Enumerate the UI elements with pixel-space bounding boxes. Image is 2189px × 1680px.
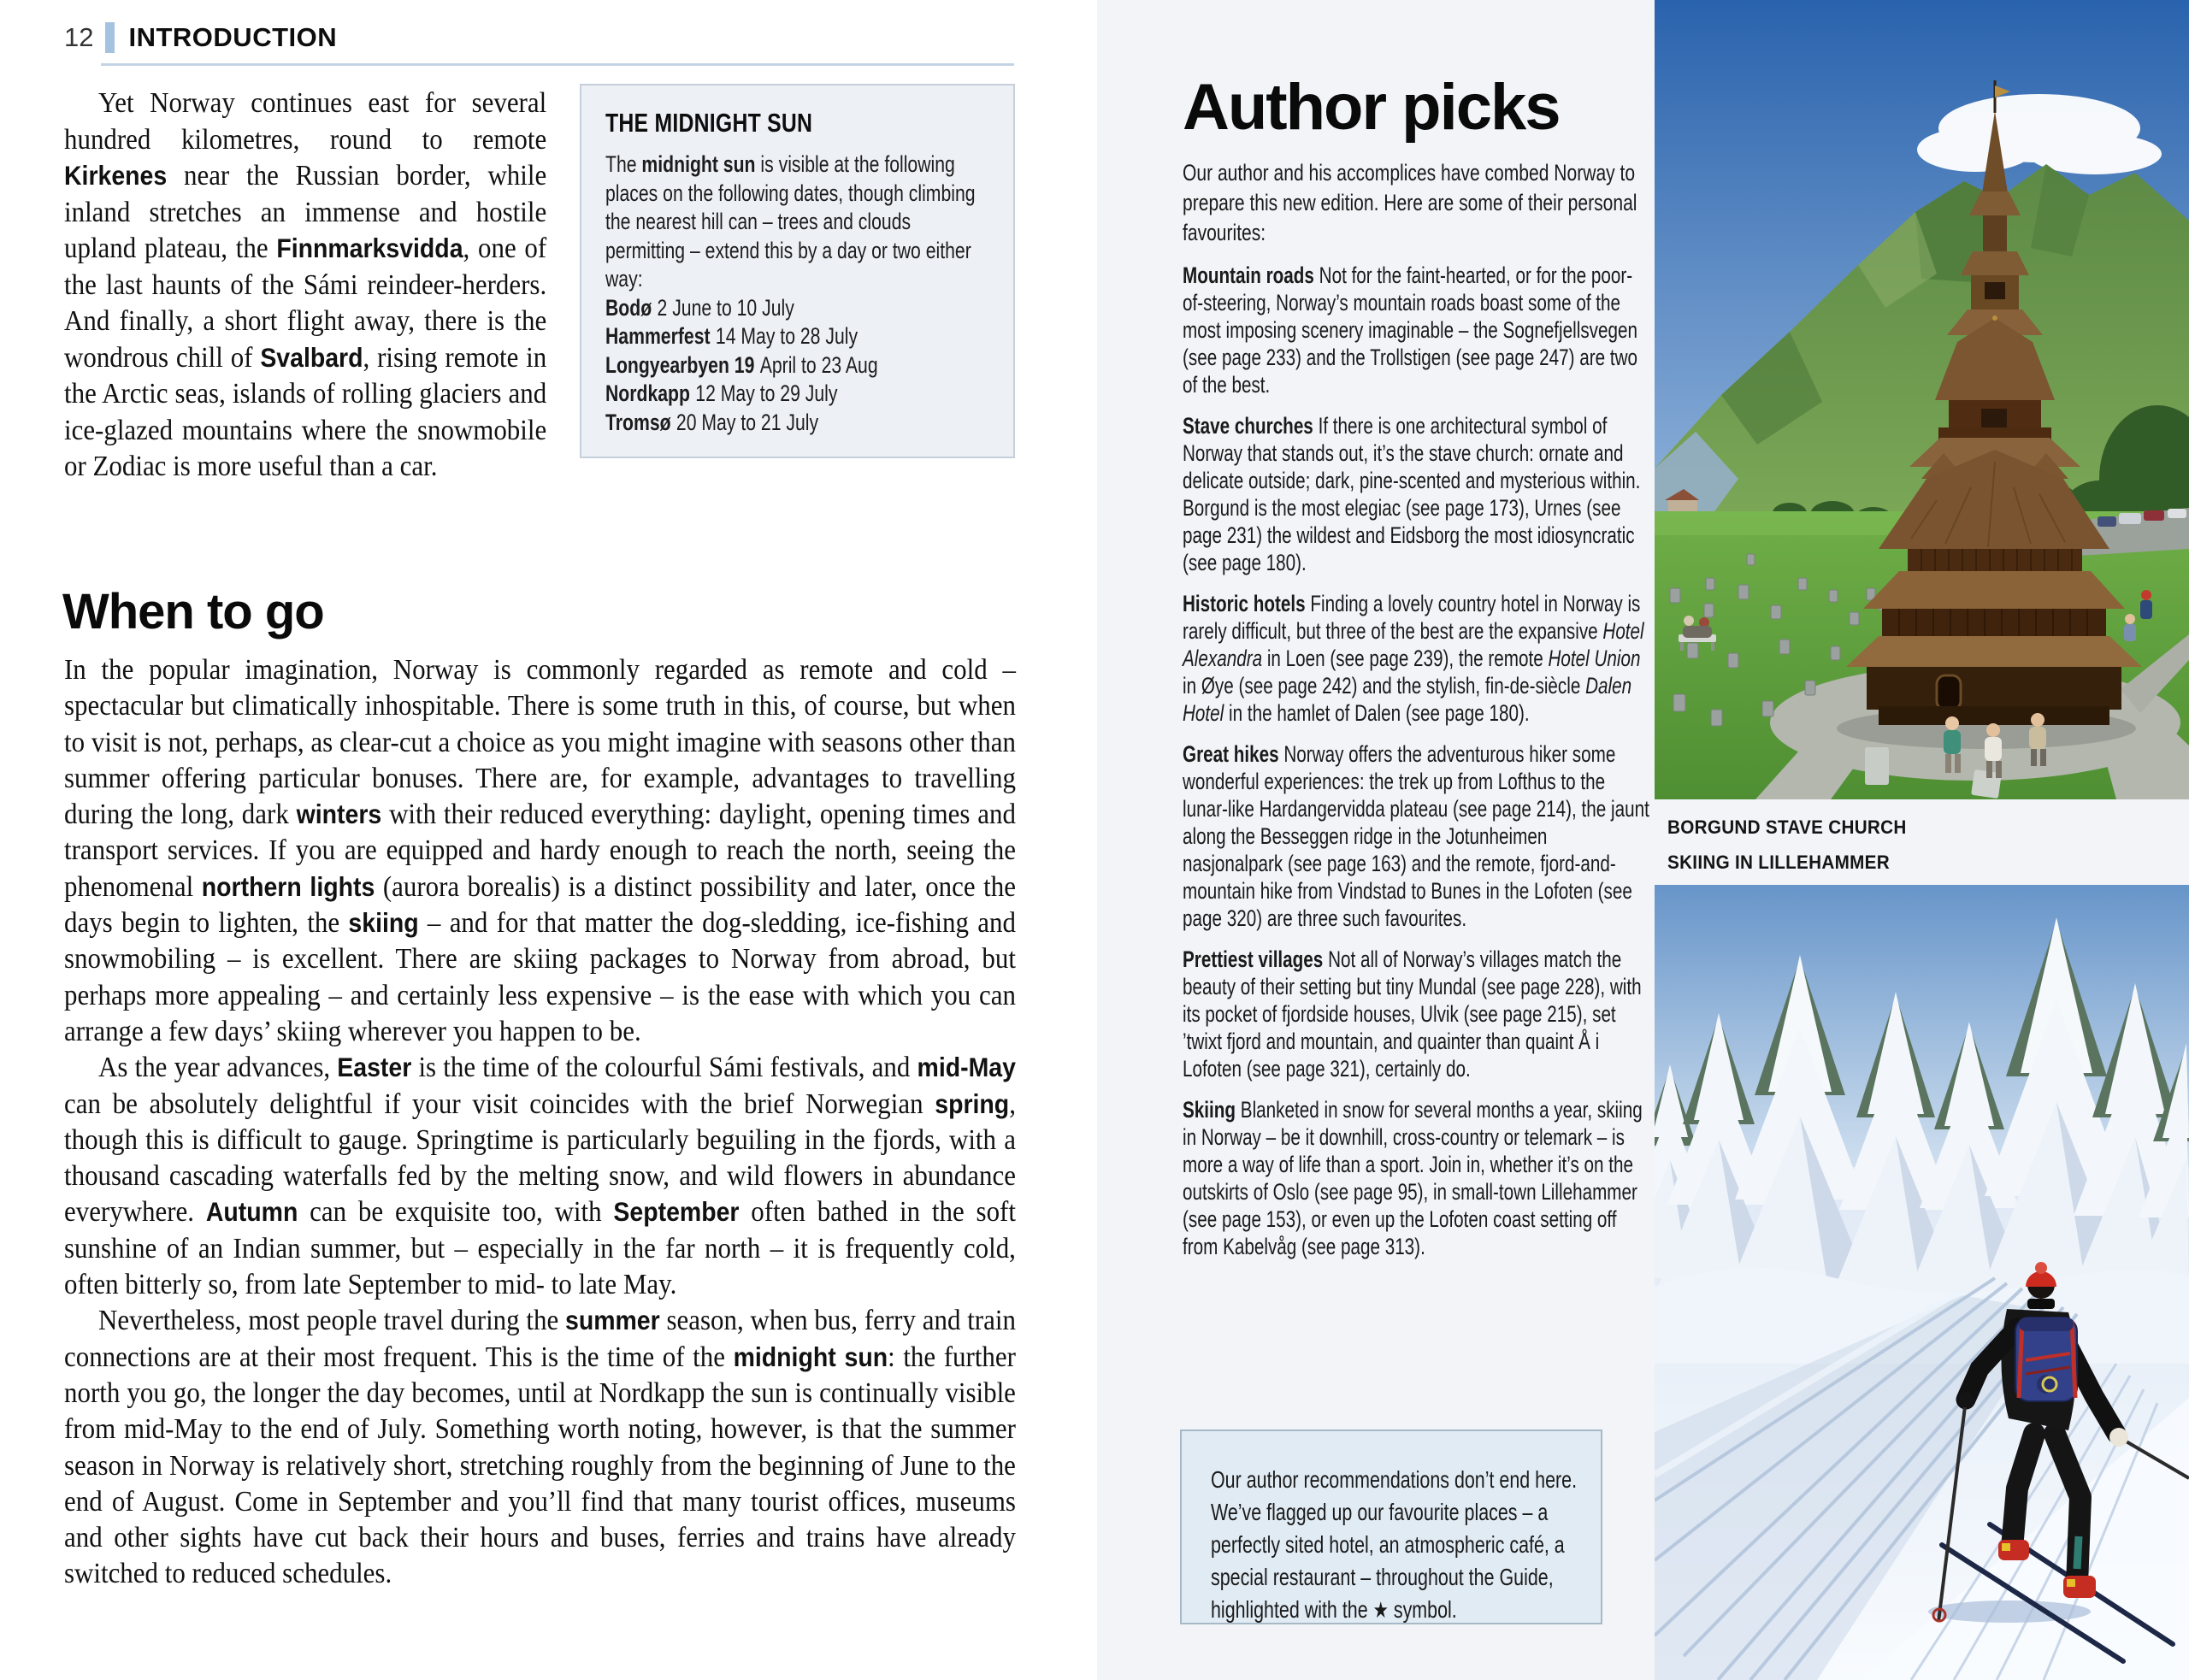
pick-text: Not for the faint-hearted, or for the poor-of-steering, Norway’s mountain roads boast some of the most imposing scenery imaginable – the Sognefjellsvegen (see page 233) and the Trollstigen (see page 247) are two of the best. xyxy=(1183,262,1638,398)
pick-label: Prettiest villages xyxy=(1183,946,1324,972)
pick-label: Stave churches xyxy=(1183,413,1313,439)
midnight-sun-entry xyxy=(605,409,993,438)
when-to-go-body xyxy=(64,652,1016,1593)
pick-label: Great hikes xyxy=(1183,741,1279,767)
place-name: Tromsø xyxy=(605,409,671,435)
author-pick-item xyxy=(1183,1096,1649,1260)
midnight-sun-entry xyxy=(605,294,993,323)
section-label: INTRODUCTION xyxy=(128,22,338,52)
pick-label: Skiing xyxy=(1183,1097,1236,1123)
author-pick-item xyxy=(1183,740,1649,932)
midnight-sun-box xyxy=(580,84,1015,458)
author-picks-intro: Our author and his accomplices have combed Norway to prepare this new edition. Here are some of their personal favourites: xyxy=(1183,160,1637,245)
author-picks-list xyxy=(1183,262,1649,1260)
header-rule xyxy=(101,63,1014,66)
photo-column xyxy=(1655,0,2189,1680)
when-to-go-heading: When to go xyxy=(62,584,324,640)
photo-caption-top: BORGUND STAVE CHURCH xyxy=(1667,816,1907,838)
place-name: Longyearbyen 19 xyxy=(605,351,755,378)
pick-text: If there is one architectural symbol of Norway that stands out, it’s the stave church: ornate and delicate outside; dark, pine-scented and mysterious within. Borgund is the most elegiac (see page 173), Urnes (see page 231) the wildest and Eidsborg the most idiosyncratic (see page 180). xyxy=(1183,413,1641,575)
recommendation-note-text: Our author recommendations don’t end here. We’ve flagged up our favourite places – a perfectly sited hotel, an atmospheric café, a special restaurant – throughout the Guide, highlighted with the ★ symbol. xyxy=(1211,1466,1578,1624)
author-pick-item xyxy=(1183,262,1649,398)
place-name: Hammerfest xyxy=(605,323,711,349)
author-pick-item xyxy=(1183,946,1649,1082)
recommendation-note-box xyxy=(1180,1429,1602,1624)
page-number: 12 xyxy=(64,22,94,52)
skier-photo xyxy=(1655,885,2189,1680)
midnight-sun-entry xyxy=(605,351,993,380)
stave-church-photo xyxy=(1655,0,2189,799)
midnight-sun-entry xyxy=(605,380,993,409)
intro-paragraph: Yet Norway continues east for several hundred kilometres, round to remote Kirkenes near the Russian border, while inland stretches an immense and hostile upland plateau, the Finnmarksvidda, one of the last haunts of the Sámi reindeer-herders. And finally, a short flight away, there is the wondrous chill of Svalbard, rising remote in the Arctic seas, islands of rolling glaciers and ice-glazed mountains where the snowmobile or Zodiac is more useful than a car. xyxy=(64,87,547,482)
midnight-sun-intro: The midnight sun is visible at the following places on the following dates, though climbing the nearest hill can – trees and clouds permitting – extend this by a day or two either way: xyxy=(605,151,976,292)
pick-text: Finding a lovely country hotel in Norway is rarely difficult, but three of the best are the expansive Hotel Alexandra in Loen (see page 239), the remote Hotel Union in Øye (see page 242) and the stylish, fin-de-siècle Dalen Hotel in the hamlet of Dalen (see page 180). xyxy=(1183,591,1644,726)
pick-label: Mountain roads xyxy=(1183,262,1314,288)
caption-strip xyxy=(1655,799,2189,885)
midnight-sun-title: THE MIDNIGHT SUN xyxy=(605,108,813,138)
author-picks-body xyxy=(1183,158,1649,1260)
midnight-sun-entry xyxy=(605,322,993,351)
header-accent-bar xyxy=(105,22,115,53)
place-dates: 20 May to 21 July xyxy=(676,409,819,435)
place-name: Bodø xyxy=(605,294,652,321)
body-paragraph: Nevertheless, most people travel during the summer season, when bus, ferry and train connections are at their most frequent. This is the time of the midnight sun: the further north you go, the longer the day becomes, until at Nordkapp the sun is continually visible from mid-May to the end of July. Something worth noting, however, is that the summer season in Norway is relatively short, stretching roughly from the beginning of June to the end of August. Come in September and you’ll find that many tourist offices, museums and other sights have cut back their hours and buses, ferries and trains have already switched to reduced schedules. xyxy=(64,1305,1016,1590)
author-picks-heading: Author picks xyxy=(1183,71,1560,144)
pick-text: Norway offers the adventurous hiker some wonderful experiences: the trek up from Lofthus to the lunar-like Hardangervidda plateau (see page 214), the jaunt along the Besseggen ridge in the Jotunheimen nasjonalpark (see page 163) and the remote, fjord-and-mountain hike from Vindstad to Bunes in the Lofoten (see page 320) are three such favourites. xyxy=(1183,741,1649,931)
place-dates: 14 May to 28 July xyxy=(715,323,858,349)
pick-label: Historic hotels xyxy=(1183,591,1306,616)
body-paragraph: In the popular imagination, Norway is commonly regarded as remote and cold – spectacular but climatically inhospitable. There is some truth in this, of course, but when to visit is not, perhaps, as clear-cut a choice as you might imagine with seasons other than summer offering particular bonuses. There are, for example, advantages to travelling during the long, dark winters with their reduced everything: daylight, opening times and transport services. If you are equipped and hardy enough to reach the north, seeing the phenomenal northern lights (aurora borealis) is a distinct possibility and later, once the days begin to lighten, the skiing – and for that matter the dog-sledding, ice-fishing and snowmobiling – is excellent. There are skiing packages to Norway from abroad, but perhaps more appealing – and certainly less expensive – is the ease with which you can arrange a few days’ skiing wherever you happen to be. xyxy=(64,654,1016,1047)
place-dates: 12 May to 29 July xyxy=(695,380,838,406)
place-dates: April to 23 Aug xyxy=(759,351,878,378)
author-pick-item xyxy=(1183,412,1649,576)
author-pick-item xyxy=(1183,590,1649,727)
photo-caption-bottom: SKIING IN LILLEHAMMER xyxy=(1667,852,1890,873)
place-name: Nordkapp xyxy=(605,380,690,406)
pick-text: Blanketed in snow for several months a year, skiing in Norway – be it downhill, cross-country or telemark – is more a way of life than a sport. Join in, whether it’s on the outskirts of Oslo (see page 95), in small-town Lillehammer (see page 153), or even up the Lofoten coast setting off from Kabelvåg (see page 313). xyxy=(1183,1097,1643,1259)
body-paragraph: As the year advances, Easter is the time of the colourful Sámi festivals, and mid-May can be absolutely delightful if your visit coincides with the brief Norwegian spring, though this is difficult to gauge. Springtime is particularly beguiling in the fjords, with a thousand cascading waterfalls fed by the melting snow, and wild flowers in abundance everywhere. Autumn can be exquisite too, with September often bathed in the soft sunshine of an Indian summer, but – especially in the far north – it is frequently cold, often bitterly so, from late September to mid- to late May. xyxy=(64,1052,1016,1301)
midnight-sun-list xyxy=(605,294,993,438)
page-header xyxy=(64,22,337,53)
place-dates: 2 June to 10 July xyxy=(657,294,794,321)
pick-text: Not all of Norway’s villages match the beauty of their setting but tiny Mundal (see page 228), with its pocket of fjordside houses, Ulvik (see page 215), set ’twixt fjord and mountain, and quainter than quaint Å i Lofoten (see page 321), certainly do. xyxy=(1183,946,1642,1082)
